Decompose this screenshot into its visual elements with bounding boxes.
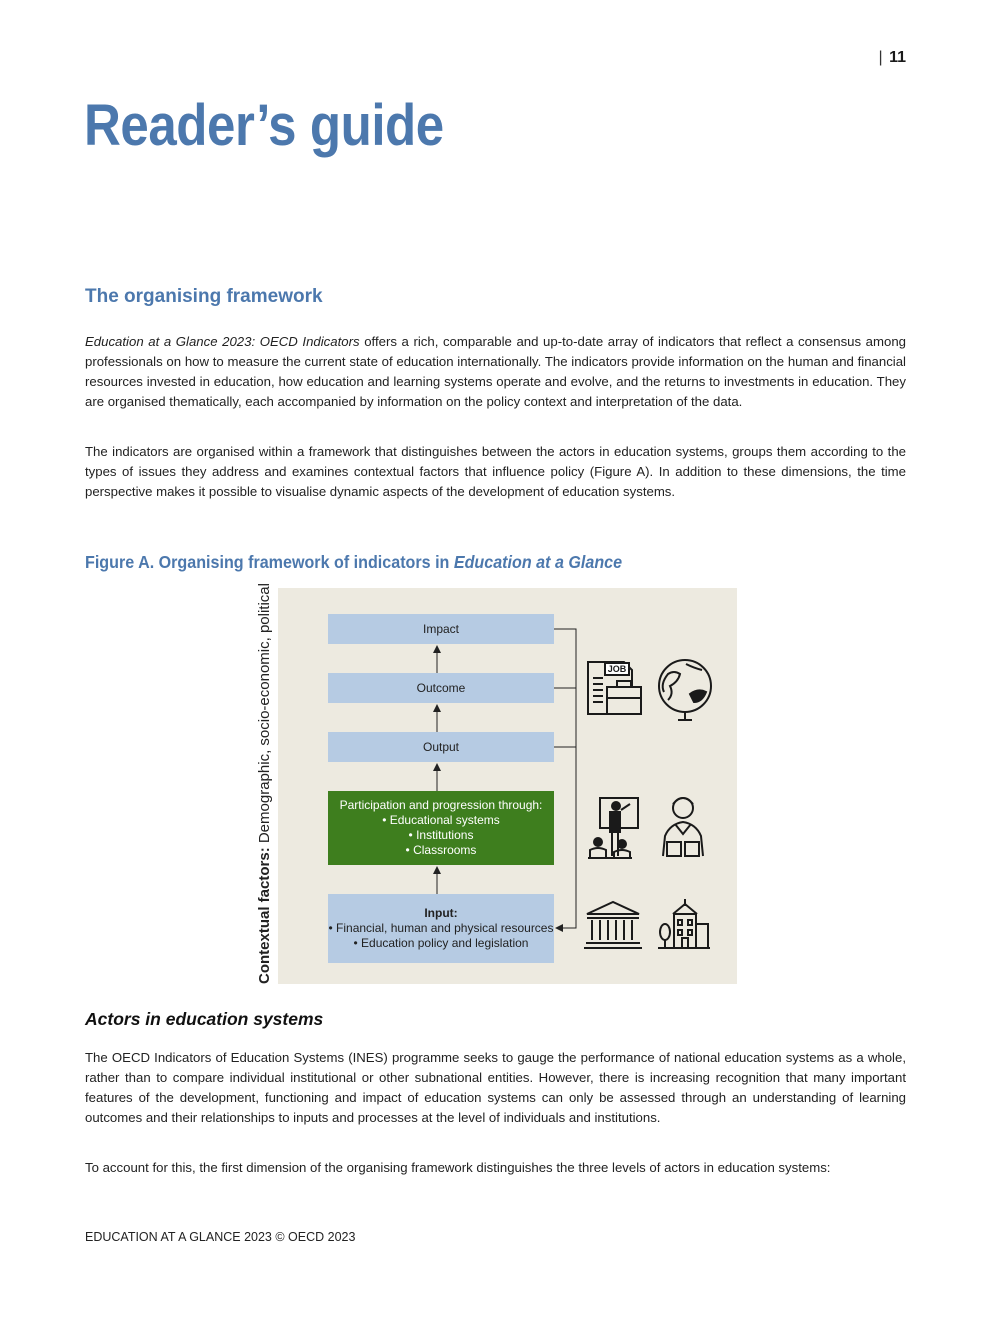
institution-icon (584, 902, 642, 948)
job-label: JOB (607, 664, 627, 674)
page-footer: EDUCATION AT A GLANCE 2023 © OECD 2023 (85, 1230, 356, 1244)
participation-item: • Institutions (408, 828, 474, 842)
input-item: • Education policy and legislation (353, 936, 529, 950)
framework-figure (250, 583, 737, 984)
flow-arrows (250, 588, 737, 984)
framework-paragraph: The indicators are organised within a framework that distinguishes between the actors in education systems, groups them according to the types of issues they address and examines contextual factors that influence policy (Figure A). In addition to these dimensions, the time perspective makes it possible to visualise dynamic aspects of the development of education systems. (85, 444, 906, 499)
participation-item: • Educational systems (382, 813, 500, 827)
figure-title-prefix: Figure A. Organising framework of indicators in (85, 552, 454, 572)
page-title: Reader’s guide (84, 93, 444, 158)
outcome-box: Outcome (328, 673, 554, 703)
figure-title-italic: Education at a Glance (453, 552, 623, 572)
figure-title (85, 552, 622, 573)
section-heading: The organising framework (85, 286, 323, 307)
contextual-factors-bold: Contextual factors: (256, 847, 273, 984)
teacher-icon (588, 798, 638, 858)
participation-title: Participation and progression through: (339, 798, 543, 812)
school-icon (658, 899, 710, 948)
page-number (878, 49, 906, 67)
input-item: • Financial, human and physical resources (328, 921, 554, 935)
impact-box: Impact (328, 614, 554, 644)
intro-paragraph (85, 332, 906, 412)
intro-paragraph-text: offers a rich, comparable and up-to-date array of indicators that reflect a consensus among professionals on how to measure the current state of education internationally. The indicators provide information on the human and financial resources invested in education, how education and learning systems operate and evolve, and the returns to investments in education. They are organised thematically, each accompanied by information on the policy context and interpretation of the data. (85, 334, 907, 409)
student-icon (663, 798, 703, 856)
page-number-value: 11 (889, 49, 906, 66)
input-title: Input: (424, 906, 458, 920)
actors-paragraph: The OECD Indicators of Education Systems (INES) programme seeks to gauge the performance of national education systems as a whole, rather than to compare individual institutional or other subnational entities. However, there is increasing recognition that many important features of the development, functioning and impact of education systems can only be assessed through an understanding of learning outcomes and their relationships to inputs and processes at the level of individuals and institutions. (85, 1050, 906, 1125)
output-box: Output (328, 732, 554, 762)
contextual-factors-text: Demographic, socio-economic, political (256, 583, 273, 848)
actors-heading: Actors in education systems (85, 1009, 324, 1029)
page-separator: | (878, 49, 883, 66)
participation-item: • Classrooms (405, 843, 477, 857)
actors-dimension-paragraph: To account for this, the first dimension of the organising framework distinguishes the three levels of actors in education systems: (85, 1160, 831, 1175)
feedback-arrow (554, 629, 576, 928)
globe-icon (659, 660, 711, 720)
publication-title: Education at a Glance 2023: OECD Indicators (85, 334, 360, 349)
